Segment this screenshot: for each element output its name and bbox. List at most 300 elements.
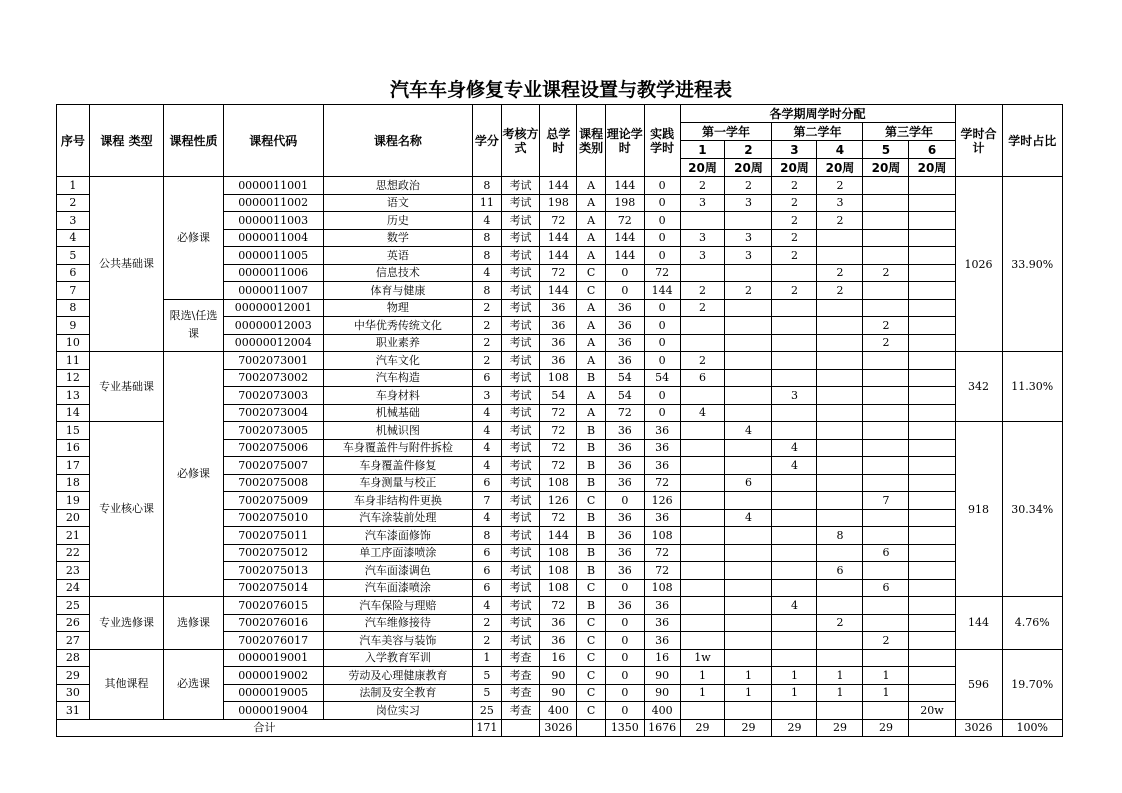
course-name: 体育与健康 xyxy=(323,282,472,300)
total-category xyxy=(577,719,606,737)
course-nature-cell: 必选课 xyxy=(164,649,223,719)
course-total-hours: 144 xyxy=(540,282,577,300)
course-practice-hours: 36 xyxy=(644,457,680,475)
course-exam: 考试 xyxy=(501,614,540,632)
semester-3-hours xyxy=(772,369,817,387)
course-practice-hours: 0 xyxy=(644,177,680,195)
course-credit: 11 xyxy=(473,194,502,212)
course-practice-hours: 36 xyxy=(644,509,680,527)
course-total-hours: 72 xyxy=(540,457,577,475)
course-name: 车身非结构件更换 xyxy=(323,492,472,510)
course-name: 车身覆盖件修复 xyxy=(323,457,472,475)
course-total-hours: 108 xyxy=(540,579,577,597)
semester-5-hours xyxy=(863,422,909,440)
course-category: B xyxy=(577,527,606,545)
row-seq: 2 xyxy=(57,194,90,212)
semester-6-hours xyxy=(909,684,955,702)
semester-2-hours xyxy=(725,579,772,597)
course-total-hours: 36 xyxy=(540,352,577,370)
course-name: 岗位实习 xyxy=(323,702,472,720)
semester-4-hours: 2 xyxy=(817,212,863,230)
course-category: B xyxy=(577,562,606,580)
header-total-hours: 总学时 xyxy=(540,105,577,177)
course-practice-hours: 0 xyxy=(644,299,680,317)
course-type-cell: 专业核心课 xyxy=(89,422,164,597)
course-category: B xyxy=(577,474,606,492)
header-course-category: 课程类别 xyxy=(577,105,606,177)
course-category: A xyxy=(577,334,606,352)
group-hour-sum: 144 xyxy=(955,597,1002,650)
semester-5-hours xyxy=(863,702,909,720)
semester-6-hours xyxy=(909,544,955,562)
course-credit: 2 xyxy=(473,334,502,352)
course-code: 7002075008 xyxy=(223,474,323,492)
semester-1-hours xyxy=(680,492,725,510)
semester-4-hours: 2 xyxy=(817,614,863,632)
course-type-cell: 专业基础课 xyxy=(89,352,164,422)
course-exam: 考试 xyxy=(501,474,540,492)
semester-5-hours xyxy=(863,562,909,580)
course-total-hours: 72 xyxy=(540,509,577,527)
header-year-3: 第三学年 xyxy=(863,123,955,141)
course-category: C xyxy=(577,702,606,720)
course-theory-hours: 0 xyxy=(605,684,644,702)
row-seq: 3 xyxy=(57,212,90,230)
course-category: C xyxy=(577,632,606,650)
course-category: A xyxy=(577,299,606,317)
total-theory: 1350 xyxy=(605,719,644,737)
row-seq: 6 xyxy=(57,264,90,282)
course-code: 7002073001 xyxy=(223,352,323,370)
semester-4-hours xyxy=(817,299,863,317)
semester-6-hours xyxy=(909,492,955,510)
semester-3-hours: 3 xyxy=(772,387,817,405)
semester-5-hours xyxy=(863,649,909,667)
semester-1-hours: 1 xyxy=(680,684,725,702)
header-course-code: 课程代码 xyxy=(223,105,323,177)
semester-5-hours: 6 xyxy=(863,579,909,597)
course-category: A xyxy=(577,229,606,247)
course-nature-cell: 选修课 xyxy=(164,597,223,650)
course-name: 车身测量与校正 xyxy=(323,474,472,492)
semester-6-hours xyxy=(909,632,955,650)
course-practice-hours: 0 xyxy=(644,212,680,230)
total-label: 合计 xyxy=(57,719,473,737)
semester-1-hours xyxy=(680,474,725,492)
group-hour-ratio: 30.34% xyxy=(1002,422,1062,597)
course-code: 7002075007 xyxy=(223,457,323,475)
course-code: 0000011007 xyxy=(223,282,323,300)
table-row xyxy=(57,299,1063,317)
course-code: 0000019001 xyxy=(223,649,323,667)
course-code: 7002075014 xyxy=(223,579,323,597)
header-weeks-5: 20周 xyxy=(863,159,909,177)
course-exam: 考试 xyxy=(501,352,540,370)
semester-4-hours xyxy=(817,544,863,562)
semester-3-hours xyxy=(772,474,817,492)
course-code: 7002076015 xyxy=(223,597,323,615)
course-total-hours: 144 xyxy=(540,527,577,545)
semester-3-hours: 2 xyxy=(772,247,817,265)
semester-2-hours xyxy=(725,562,772,580)
semester-6-hours xyxy=(909,229,955,247)
course-theory-hours: 36 xyxy=(605,439,644,457)
row-seq: 14 xyxy=(57,404,90,422)
course-credit: 8 xyxy=(473,527,502,545)
course-exam: 考试 xyxy=(501,404,540,422)
semester-3-hours xyxy=(772,264,817,282)
course-category: A xyxy=(577,404,606,422)
course-theory-hours: 144 xyxy=(605,229,644,247)
semester-5-hours xyxy=(863,229,909,247)
course-total-hours: 72 xyxy=(540,212,577,230)
semester-2-hours xyxy=(725,614,772,632)
course-exam: 考试 xyxy=(501,247,540,265)
semester-5-hours xyxy=(863,194,909,212)
semester-2-hours xyxy=(725,317,772,335)
semester-2-hours: 1 xyxy=(725,684,772,702)
course-exam: 考试 xyxy=(501,597,540,615)
semester-5-hours: 6 xyxy=(863,544,909,562)
row-seq: 15 xyxy=(57,422,90,440)
course-type-cell: 公共基础课 xyxy=(89,177,164,352)
group-hour-sum: 596 xyxy=(955,649,1002,719)
course-theory-hours: 36 xyxy=(605,299,644,317)
course-code: 0000011001 xyxy=(223,177,323,195)
semester-6-hours xyxy=(909,404,955,422)
course-total-hours: 72 xyxy=(540,422,577,440)
course-exam: 考试 xyxy=(501,334,540,352)
course-exam: 考试 xyxy=(501,544,540,562)
row-seq: 8 xyxy=(57,299,90,317)
header-hour-sum: 学时合计 xyxy=(955,105,1002,177)
header-semester-4: 4 xyxy=(817,141,863,159)
semester-2-hours: 1 xyxy=(725,667,772,685)
semester-5-hours xyxy=(863,614,909,632)
course-practice-hours: 0 xyxy=(644,387,680,405)
course-total-hours: 72 xyxy=(540,404,577,422)
course-exam: 考查 xyxy=(501,667,540,685)
semester-1-hours: 2 xyxy=(680,299,725,317)
semester-1-hours: 3 xyxy=(680,247,725,265)
header-weeks-6: 20周 xyxy=(909,159,955,177)
semester-4-hours: 6 xyxy=(817,562,863,580)
semester-4-hours xyxy=(817,369,863,387)
semester-4-hours xyxy=(817,247,863,265)
row-seq: 17 xyxy=(57,457,90,475)
course-practice-hours: 108 xyxy=(644,579,680,597)
semester-1-hours xyxy=(680,614,725,632)
semester-2-hours xyxy=(725,439,772,457)
semester-2-hours xyxy=(725,649,772,667)
row-seq: 10 xyxy=(57,334,90,352)
semester-6-hours xyxy=(909,282,955,300)
semester-6-hours xyxy=(909,352,955,370)
course-practice-hours: 0 xyxy=(644,352,680,370)
semester-1-hours xyxy=(680,632,725,650)
course-theory-hours: 36 xyxy=(605,474,644,492)
course-name: 物理 xyxy=(323,299,472,317)
course-theory-hours: 36 xyxy=(605,317,644,335)
course-exam: 考查 xyxy=(501,684,540,702)
course-credit: 8 xyxy=(473,282,502,300)
row-seq: 12 xyxy=(57,369,90,387)
header-weeks-3: 20周 xyxy=(772,159,817,177)
course-name: 法制及安全教育 xyxy=(323,684,472,702)
semester-3-hours xyxy=(772,492,817,510)
course-credit: 6 xyxy=(473,369,502,387)
semester-5-hours: 1 xyxy=(863,684,909,702)
course-theory-hours: 0 xyxy=(605,492,644,510)
semester-1-hours xyxy=(680,457,725,475)
course-name: 机械基础 xyxy=(323,404,472,422)
semester-5-hours xyxy=(863,177,909,195)
table-row xyxy=(57,597,1063,615)
course-practice-hours: 36 xyxy=(644,632,680,650)
course-practice-hours: 36 xyxy=(644,439,680,457)
course-theory-hours: 36 xyxy=(605,562,644,580)
course-credit: 2 xyxy=(473,299,502,317)
course-total-hours: 90 xyxy=(540,667,577,685)
row-seq: 25 xyxy=(57,597,90,615)
course-total-hours: 54 xyxy=(540,387,577,405)
semester-6-hours xyxy=(909,649,955,667)
row-seq: 13 xyxy=(57,387,90,405)
course-code: 0000019004 xyxy=(223,702,323,720)
course-credit: 1 xyxy=(473,649,502,667)
semester-2-hours xyxy=(725,492,772,510)
course-theory-hours: 198 xyxy=(605,194,644,212)
semester-4-hours xyxy=(817,334,863,352)
course-credit: 8 xyxy=(473,247,502,265)
course-name: 思想政治 xyxy=(323,177,472,195)
course-name: 汽车涂装前处理 xyxy=(323,509,472,527)
semester-3-hours: 4 xyxy=(772,439,817,457)
semester-5-hours: 1 xyxy=(863,667,909,685)
course-practice-hours: 90 xyxy=(644,667,680,685)
semester-4-hours xyxy=(817,229,863,247)
semester-3-hours: 2 xyxy=(772,177,817,195)
group-hour-sum: 342 xyxy=(955,352,1002,422)
course-type-cell: 专业选修课 xyxy=(89,597,164,650)
course-credit: 25 xyxy=(473,702,502,720)
semester-4-hours xyxy=(817,404,863,422)
semester-3-hours xyxy=(772,422,817,440)
group-hour-ratio: 33.90% xyxy=(1002,177,1062,352)
course-total-hours: 36 xyxy=(540,334,577,352)
row-seq: 20 xyxy=(57,509,90,527)
course-total-hours: 72 xyxy=(540,597,577,615)
course-theory-hours: 0 xyxy=(605,702,644,720)
semester-3-hours xyxy=(772,649,817,667)
course-code: 0000011002 xyxy=(223,194,323,212)
semester-1-hours xyxy=(680,439,725,457)
semester-5-hours xyxy=(863,282,909,300)
semester-4-hours xyxy=(817,632,863,650)
course-category: B xyxy=(577,422,606,440)
semester-3-hours xyxy=(772,299,817,317)
table-row xyxy=(57,177,1063,195)
course-total-hours: 400 xyxy=(540,702,577,720)
course-exam: 考试 xyxy=(501,562,540,580)
semester-3-hours xyxy=(772,562,817,580)
semester-4-hours: 1 xyxy=(817,684,863,702)
course-category: A xyxy=(577,194,606,212)
semester-2-hours: 6 xyxy=(725,474,772,492)
course-theory-hours: 144 xyxy=(605,177,644,195)
course-credit: 6 xyxy=(473,544,502,562)
course-total-hours: 108 xyxy=(540,562,577,580)
total-row xyxy=(57,719,1063,737)
course-practice-hours: 90 xyxy=(644,684,680,702)
header-semester-3: 3 xyxy=(772,141,817,159)
semester-1-hours xyxy=(680,579,725,597)
semester-6-hours xyxy=(909,439,955,457)
semester-1-hours xyxy=(680,527,725,545)
course-category: B xyxy=(577,509,606,527)
semester-1-hours: 6 xyxy=(680,369,725,387)
course-exam: 考试 xyxy=(501,387,540,405)
semester-5-hours: 2 xyxy=(863,334,909,352)
course-theory-hours: 0 xyxy=(605,264,644,282)
semester-6-hours xyxy=(909,299,955,317)
course-code: 0000019005 xyxy=(223,684,323,702)
course-exam: 考试 xyxy=(501,282,540,300)
course-category: C xyxy=(577,614,606,632)
course-category: B xyxy=(577,457,606,475)
semester-2-hours xyxy=(725,457,772,475)
course-code: 7002073004 xyxy=(223,404,323,422)
course-credit: 4 xyxy=(473,439,502,457)
semester-1-hours xyxy=(680,334,725,352)
course-exam: 考试 xyxy=(501,194,540,212)
course-nature-cell: 必修课 xyxy=(164,177,223,300)
semester-6-hours xyxy=(909,614,955,632)
course-theory-hours: 0 xyxy=(605,649,644,667)
header-year-1: 第一学年 xyxy=(680,123,772,141)
course-nature-cell: 限选\任选课 xyxy=(164,299,223,352)
course-total-hours: 16 xyxy=(540,649,577,667)
course-category: A xyxy=(577,352,606,370)
semester-1-hours xyxy=(680,264,725,282)
course-name: 汽车文化 xyxy=(323,352,472,370)
course-code: 7002073005 xyxy=(223,422,323,440)
course-credit: 4 xyxy=(473,597,502,615)
header-practice-hours: 实践学时 xyxy=(644,105,680,177)
table-row xyxy=(57,649,1063,667)
header-weeks-2: 20周 xyxy=(725,159,772,177)
course-category: B xyxy=(577,369,606,387)
semester-1-hours xyxy=(680,702,725,720)
header-semester-2: 2 xyxy=(725,141,772,159)
header-seq: 序号 xyxy=(57,105,90,177)
course-code: 7002075011 xyxy=(223,527,323,545)
course-name: 汽车漆面修饰 xyxy=(323,527,472,545)
course-name: 英语 xyxy=(323,247,472,265)
semester-3-hours: 4 xyxy=(772,457,817,475)
course-code: 0000011006 xyxy=(223,264,323,282)
semester-6-hours xyxy=(909,579,955,597)
course-total-hours: 108 xyxy=(540,474,577,492)
semester-6-hours xyxy=(909,177,955,195)
semester-2-hours xyxy=(725,597,772,615)
group-hour-ratio: 19.70% xyxy=(1002,649,1062,719)
course-category: A xyxy=(577,212,606,230)
course-type-cell: 其他课程 xyxy=(89,649,164,719)
semester-6-hours xyxy=(909,509,955,527)
course-category: A xyxy=(577,317,606,335)
course-credit: 2 xyxy=(473,632,502,650)
semester-4-hours xyxy=(817,352,863,370)
header-course-name: 课程名称 xyxy=(323,105,472,177)
course-name: 机械识图 xyxy=(323,422,472,440)
semester-5-hours: 7 xyxy=(863,492,909,510)
row-seq: 9 xyxy=(57,317,90,335)
semester-4-hours xyxy=(817,597,863,615)
course-total-hours: 144 xyxy=(540,247,577,265)
semester-1-hours xyxy=(680,509,725,527)
semester-2-hours: 2 xyxy=(725,177,772,195)
course-exam: 考试 xyxy=(501,527,540,545)
row-seq: 1 xyxy=(57,177,90,195)
course-code: 7002076017 xyxy=(223,632,323,650)
semester-1-hours: 2 xyxy=(680,282,725,300)
semester-1-hours: 4 xyxy=(680,404,725,422)
group-hour-sum: 918 xyxy=(955,422,1002,597)
semester-4-hours xyxy=(817,439,863,457)
course-theory-hours: 54 xyxy=(605,387,644,405)
semester-2-hours xyxy=(725,352,772,370)
row-seq: 22 xyxy=(57,544,90,562)
course-exam: 考试 xyxy=(501,579,540,597)
course-name: 汽车美容与装饰 xyxy=(323,632,472,650)
total-exam xyxy=(501,719,540,737)
row-seq: 30 xyxy=(57,684,90,702)
semester-5-hours xyxy=(863,509,909,527)
course-credit: 7 xyxy=(473,492,502,510)
semester-1-hours xyxy=(680,212,725,230)
course-credit: 4 xyxy=(473,264,502,282)
total-hour-ratio: 100% xyxy=(1002,719,1062,737)
course-exam: 考试 xyxy=(501,457,540,475)
row-seq: 26 xyxy=(57,614,90,632)
semester-5-hours xyxy=(863,212,909,230)
semester-3-hours xyxy=(772,334,817,352)
course-schedule-table xyxy=(56,104,1063,737)
semester-4-hours xyxy=(817,649,863,667)
semester-3-hours xyxy=(772,544,817,562)
course-total-hours: 126 xyxy=(540,492,577,510)
course-theory-hours: 36 xyxy=(605,509,644,527)
course-practice-hours: 72 xyxy=(644,264,680,282)
total-hours: 3026 xyxy=(540,719,577,737)
semester-3-hours xyxy=(772,632,817,650)
course-total-hours: 36 xyxy=(540,632,577,650)
course-category: C xyxy=(577,579,606,597)
course-category: A xyxy=(577,247,606,265)
course-exam: 考试 xyxy=(501,229,540,247)
semester-3-hours xyxy=(772,702,817,720)
group-hour-sum: 1026 xyxy=(955,177,1002,352)
course-exam: 考试 xyxy=(501,439,540,457)
course-credit: 4 xyxy=(473,212,502,230)
semester-6-hours xyxy=(909,264,955,282)
semester-4-hours xyxy=(817,474,863,492)
course-theory-hours: 72 xyxy=(605,212,644,230)
course-name: 汽车构造 xyxy=(323,369,472,387)
table-row xyxy=(57,352,1063,370)
header-semester-6: 6 xyxy=(909,141,955,159)
